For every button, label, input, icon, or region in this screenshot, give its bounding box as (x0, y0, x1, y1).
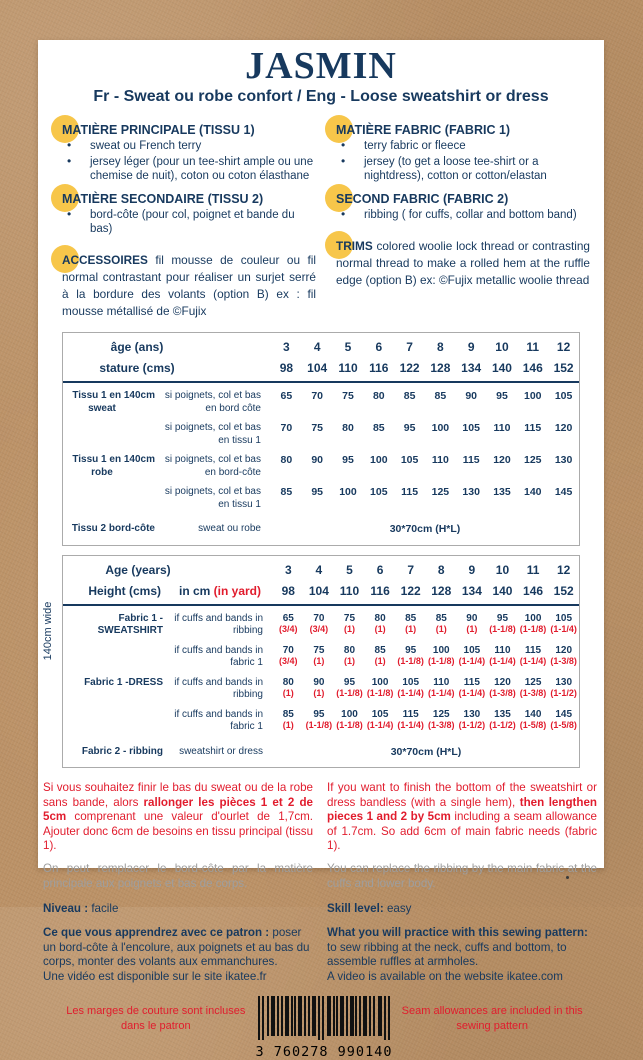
fabric-width-label: 140cm wide (42, 601, 54, 661)
skill-level-fr: Niveau : facile (43, 902, 119, 916)
cell: 140 (487, 354, 518, 382)
materials-section (38, 106, 604, 320)
table-row (63, 415, 579, 447)
barcode-bars-icon (254, 996, 394, 1040)
cell: 100 (524, 390, 542, 403)
section-heading-fabric2-fr: MATIÈRE SECONDAIRE (TISSU 2) (62, 192, 316, 206)
cell: 85 (403, 390, 416, 403)
cell: 140 (487, 577, 518, 605)
cell: 110 (1-1/4) (428, 676, 455, 698)
seam-allowance-note-fr: Les marges de couture sont incluses dans le patron (66, 1005, 246, 1033)
cell: 80 (1) (374, 612, 386, 634)
cell: 152 (548, 577, 579, 605)
cell: 11 (526, 340, 540, 355)
cell: 90 (465, 390, 478, 403)
cell: 100 (1-1/8) (519, 612, 547, 634)
cell: 90 (1) (466, 612, 478, 634)
cell: 95 (1-1/8) (489, 612, 516, 634)
cell: 105 (1-1/4) (366, 708, 394, 730)
cell: 9 (468, 562, 476, 577)
row-sublabel: if cuffs and bands in fabric 1 (174, 644, 263, 669)
cell: 12 (556, 562, 571, 577)
list-item: • ribbing ( for cuffs, collar and bottom band) (336, 208, 590, 222)
cell: 95 (1-1/8) (336, 676, 363, 698)
row-label: Tissu 1 en 140cm robe (72, 454, 155, 478)
column-header: stature (cms) (63, 354, 271, 382)
row-sublabel: si poignets, col et bas en bord côte (164, 390, 261, 414)
cell: 95 (403, 422, 416, 435)
cell: 105 (370, 486, 388, 499)
row-label: Fabric 2 - ribbing (81, 745, 163, 757)
cell: 115 (1-1/4) (519, 644, 547, 666)
cell: 95 (342, 454, 354, 467)
cell: 128 (426, 577, 457, 605)
cell: 100 (1-1/8) (366, 676, 394, 698)
cell: 115 (462, 454, 480, 467)
row-sublabel: si poignets, col et bas en tissu 1 (164, 422, 261, 446)
cell: 122 (394, 354, 425, 382)
table-row (63, 354, 579, 382)
row-sublabel: if cuffs and bands in ribbing (174, 676, 263, 701)
cell: 120 (554, 422, 573, 435)
cell: 110 (333, 354, 364, 382)
cell: 11 (526, 562, 540, 577)
skill-level-en: Skill level: easy (327, 902, 412, 916)
cell: 140 (524, 486, 542, 499)
column-header: Age (years) (105, 562, 171, 577)
cell: 120 (1-3/8) (489, 676, 516, 698)
column-header: Height (cms) (63, 577, 167, 605)
pattern-envelope-card (38, 40, 604, 1060)
row-sublabel: sweat ou robe (198, 523, 261, 535)
row-sublabel: if cuffs and bands in fabric 1 (174, 708, 263, 733)
ribbing-alternative-note-fr: On peut remplacer le bord-côte par la matière principale aux poignets et bas de corps. (43, 862, 313, 890)
table-row (63, 670, 579, 702)
learning-note-en: What you will practice with this sewing pattern: to sew ribbing at the neck, cuffs and bottom, to assemble ruffles at armholes. A video is available on the website ikatee.com (327, 926, 588, 983)
fabric2-list-fr (62, 208, 316, 236)
row-label: Fabric 1 - SWEATSHIRT (97, 612, 163, 637)
table-row (63, 333, 579, 354)
cell: 5 (346, 562, 353, 577)
cell: 70 (3/4) (279, 644, 298, 666)
cell: 7 (407, 562, 415, 577)
cell: 100 (1-1/8) (336, 708, 363, 730)
paper-speck (566, 876, 569, 879)
list-item: • jersey (to get a loose tee-shirt or a nightdress), cotton or cotton/elastan (336, 155, 590, 183)
cell: 130 (1-1/2) (550, 676, 577, 698)
list-item: • bord-côte (pour col, poignet et bande du bas) (62, 208, 316, 236)
cell: 95 (1-1/8) (397, 644, 424, 666)
row-sublabel: sweatshirt or dress (179, 745, 263, 757)
row-label (63, 702, 167, 734)
cell: 30*70cm (H*L) (389, 523, 461, 536)
cell: 135 (1-1/2) (489, 708, 516, 730)
row-label: Tissu 2 bord-côte (71, 523, 155, 535)
cell: 146 (517, 354, 548, 382)
cell: 4 (315, 562, 323, 577)
section-heading-fabric2-en: SECOND FABRIC (FABRIC 2) (336, 192, 590, 206)
cell: 98 (273, 577, 304, 605)
table-row (63, 605, 579, 638)
cell: 3 (283, 340, 290, 355)
barcode (252, 996, 397, 1060)
cell: 95 (311, 486, 324, 499)
cell: 85 (434, 390, 447, 403)
notes-french-column (43, 781, 313, 984)
cell: 75 (1) (343, 612, 356, 634)
cell: 98 (271, 354, 302, 382)
hem-note-fr: Si vous souhaitez finir le bas du sweat ou de la robe sans bande, alors rallonger les pièces 1 et 2 de 5cm comprenant une valeur d'ourlet de 1,7cm. Ajouter donc 6cm de besoins en tissu principal (tissu 1). (43, 781, 314, 852)
cell: 104 (302, 354, 333, 382)
cell: 116 (365, 577, 396, 605)
cell: 85 (280, 486, 293, 499)
cell: 75 (342, 390, 354, 403)
materials-english-column (336, 114, 590, 320)
cell: 3 (284, 562, 292, 577)
cell: 110 (431, 454, 449, 467)
section-heading-fabric1-fr: MATIÈRE PRINCIPALE (TISSU 1) (62, 123, 316, 137)
row-label (63, 415, 159, 447)
cell: 80 (342, 422, 354, 435)
table-row (63, 734, 579, 768)
fabric-requirements-table-fr (62, 332, 580, 546)
table-row (63, 511, 579, 545)
cell: 70 (311, 390, 324, 403)
cell: 85 (1) (282, 708, 294, 730)
seam-allowance-note-en: Seam allowances are included in this sewing pattern (401, 1005, 583, 1033)
cell: 85 (372, 422, 385, 435)
cell: 105 (1-1/4) (458, 644, 486, 666)
cell: 80 (372, 390, 385, 403)
cell: 146 (518, 577, 549, 605)
cell: 120 (1-3/8) (550, 644, 577, 666)
fabric1-list-fr (62, 139, 316, 183)
cell: 125 (1-3/8) (519, 676, 547, 698)
cell: 134 (456, 354, 487, 382)
cell: 4 (313, 340, 321, 355)
cell: 115 (401, 486, 419, 499)
row-label: Fabric 1 -DRESS (84, 676, 163, 688)
cell: 75 (311, 422, 324, 435)
cell: 10 (495, 562, 510, 577)
fabric-requirements-table-en (42, 555, 580, 769)
cell: 8 (437, 340, 444, 355)
cell: 105 (1-1/4) (550, 612, 577, 634)
row-sublabel: si poignets, col et bas en tissu 1 (164, 486, 261, 510)
cell: 135 (493, 486, 511, 499)
list-item: • terry fabric or fleece (336, 139, 590, 153)
table-row (63, 638, 579, 670)
cell: 65 (3/4) (279, 612, 298, 634)
fabric1-list-en (336, 139, 590, 183)
cell: 115 (1-1/4) (458, 676, 486, 698)
cell: 130 (462, 486, 480, 499)
cell: 80 (1) (343, 644, 356, 666)
cell: 152 (548, 354, 579, 382)
row-sublabel: si poignets, col et bas en bord-côte (164, 454, 261, 478)
cell: 105 (554, 390, 573, 403)
cell: 110 (334, 577, 365, 605)
cell: 5 (344, 340, 352, 355)
trims-paragraph-en: TRIMS colored woolie lock thread or contrasting normal thread to make a rolled hem at the ruffle edge (option B) ex: ©Fujix metallic woolie thread (336, 238, 590, 289)
table-row (63, 556, 579, 577)
page-title: JASMIN (245, 45, 397, 87)
cell: 104 (304, 577, 335, 605)
cell: 80 (1) (282, 676, 294, 698)
section-heading-fabric1-en: MATIÈRE FABRIC (FABRIC 1) (336, 123, 590, 137)
trims-paragraph-fr: ACCESSOIRES fil mousse de couleur ou fil normal contrastant pour réaliser un surjet serré à la bordure des volants (option B) ex : fil mousse métallisé de ©Fujix (62, 252, 316, 320)
ribbing-alternative-note-en: You can replace the ribbing by the main fabric at the cuffs and lower body. (327, 862, 597, 890)
cell: 145 (1-5/8) (550, 708, 577, 730)
cell: 85 (1) (405, 612, 417, 634)
cell: 95 (1-1/8) (305, 708, 333, 730)
cell: 30*70cm (H*L) (390, 745, 462, 758)
cell: 130 (1-1/2) (458, 708, 486, 730)
cell: 105 (462, 422, 480, 435)
cell: 115 (1-1/4) (397, 708, 424, 730)
cell: 110 (1-1/4) (489, 644, 516, 666)
cell: 85 (1) (435, 612, 447, 634)
table-row (63, 702, 579, 734)
row-label (63, 479, 159, 511)
cell: 128 (425, 354, 456, 382)
cell: 115 (524, 422, 542, 435)
cell: 100 (1-1/8) (428, 644, 455, 666)
notes-english-column (327, 781, 597, 984)
unit-note: in cm (in yard) (167, 577, 273, 605)
cell: 70 (3/4) (309, 612, 329, 634)
cell: 120 (493, 454, 511, 467)
cell: 8 (437, 562, 445, 577)
cell: 125 (431, 486, 450, 499)
cell: 9 (467, 340, 475, 355)
list-item: • jersey léger (pour un tee-shirt ample ou une chemise de nuit), coton ou coton élasthane (62, 155, 316, 183)
cell: 125 (1-3/8) (428, 708, 455, 730)
row-label: Tissu 1 en 140cm sweat (72, 390, 155, 414)
cell: 110 (493, 422, 511, 435)
cell: 105 (1-1/4) (397, 676, 424, 698)
cell: 10 (495, 340, 509, 355)
table-row (63, 577, 579, 605)
notes-section (38, 768, 604, 984)
hem-note-en: If you want to finish the bottom of the sweatshirt or dress bandless (with a single hem), then lengthen pieces 1 and 2 by 5cm including a seam allowance of 1.7cm. So add 6cm of main fabric needs (fabric 1). (327, 781, 597, 852)
cell: 134 (457, 577, 488, 605)
cell: 145 (554, 486, 573, 499)
cell: 70 (280, 422, 293, 435)
fabric2-list-en (336, 208, 590, 222)
cell: 65 (280, 390, 293, 403)
cell: 116 (363, 354, 394, 382)
cell: 125 (524, 454, 542, 467)
table-row (63, 447, 579, 479)
cell: 140 (1-5/8) (519, 708, 547, 730)
cell: 100 (431, 422, 450, 435)
row-sublabel: if cuffs and bands in ribbing (174, 612, 263, 637)
cell: 100 (370, 454, 388, 467)
cell: 90 (1) (313, 676, 325, 698)
learning-note-fr: Ce que vous apprendrez avec ce patron : poser un bord-côte à l'encolure, aux poignets et au bas du corps, monter des volants aux emmanchures. Une vidéo est disponible sur le site ikatee.fr (43, 926, 310, 983)
materials-french-column (62, 114, 316, 320)
cell: 100 (339, 486, 357, 499)
list-item: • sweat ou French terry (62, 139, 316, 153)
cell: 80 (280, 454, 293, 467)
cell: 95 (496, 390, 508, 403)
row-label (63, 638, 167, 670)
cell: 75 (1) (313, 644, 325, 666)
cell: 7 (406, 340, 413, 355)
cell: 12 (556, 340, 571, 355)
table-row (63, 479, 579, 511)
table-row (63, 382, 579, 415)
cell: 85 (1) (374, 644, 386, 666)
page-subtitle: Fr - Sweat ou robe confort / Eng - Loose sweatshirt or dress (93, 88, 549, 105)
cell: 130 (554, 454, 573, 467)
barcode-digits: 3 760278 990140 (255, 1044, 393, 1060)
cell: 90 (311, 454, 324, 467)
cell: 6 (375, 340, 383, 355)
column-header: âge (ans) (110, 340, 164, 355)
footer-section (38, 984, 604, 1060)
cell: 105 (400, 454, 419, 467)
cell: 122 (395, 577, 426, 605)
cell: 6 (376, 562, 384, 577)
